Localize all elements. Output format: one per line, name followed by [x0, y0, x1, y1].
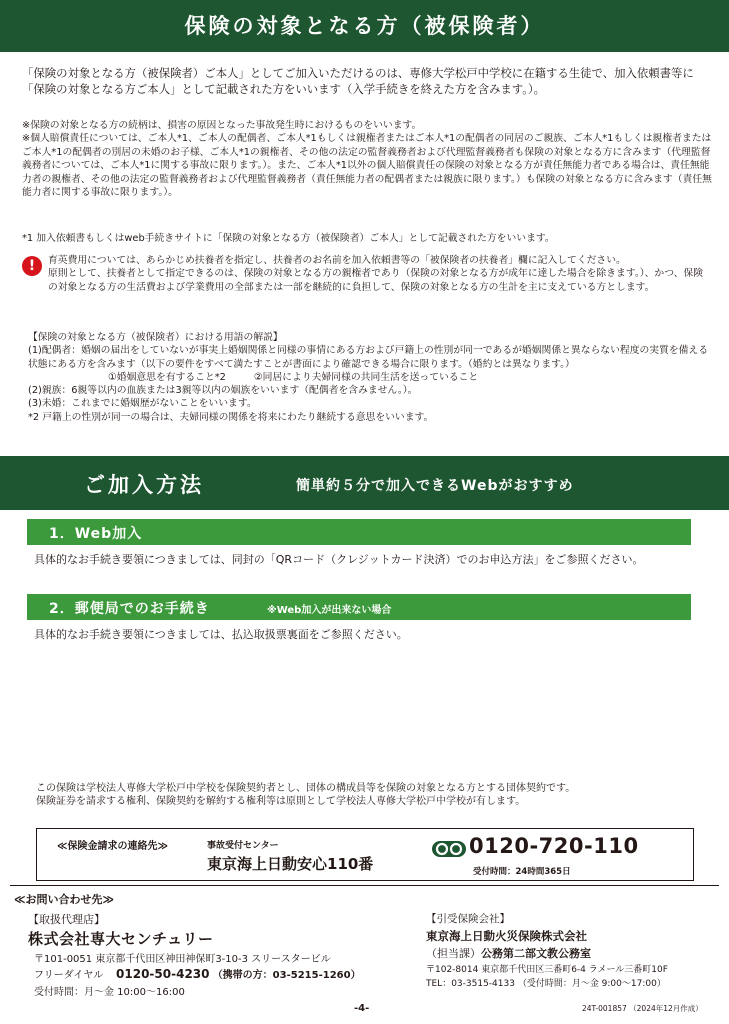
- term-spouse: (1)配偶者：婚姻の届出をしていないが事実上婚姻関係と同様の事情にある方および戸籍上の性別が同一であるが婚姻関係と異ならない程度の実質を備える状態にある方を含みます（以下の要件をすべて満たすことが書面により確認できる場合に限ります。（婚約とは異なります。）: [28, 345, 709, 370]
- page-number: -4-: [354, 1003, 370, 1014]
- insurer-dept-name: 公務第二部文教公務室: [481, 947, 591, 960]
- post-office-bar: [27, 594, 691, 620]
- divider: [10, 885, 719, 886]
- web-enroll-bar: [27, 519, 691, 545]
- claim-contact-box: [36, 828, 694, 881]
- freedial-icon: [431, 838, 467, 860]
- claim-hours: 受付時間：24時間365日: [473, 867, 571, 877]
- warning-para-2: 原則として、扶養者として指定できるのは、保険の対象となる方の親権者であり（保険の対象となる方が成年に達した場合を除きます。）、かつ、保険の対象となる方の生活費および学業費用の全部または一部を継続的に負担して、保険の対象となる方の生計を主に支えている方とします。: [48, 268, 704, 293]
- footnote-1: *1 加入依頼書もしくはweb手続きサイトに「保険の対象となる方（被保険者）ご本人」として記載された方をいいます。: [22, 233, 555, 244]
- post-office-text: 具体的なお手続き要領につきましては、払込取扱票裏面をご参照ください。: [34, 628, 408, 641]
- insurer-tel[interactable]: TEL：03-3515-4133 （受付時間：月～金 9:00～17:00）: [426, 979, 666, 989]
- contract-line-1: この保険は学校法人専修大学松戸中学校を保険契約者とし、団体の構成員等を保険の対象となる方とする団体契約です。: [36, 783, 576, 794]
- insurer-name: 東京海上日動火災保険株式会社: [426, 929, 587, 943]
- post-office-label: 2．郵便局でのお手続き: [49, 601, 210, 617]
- insurer-heading: 【引受保険会社】: [426, 913, 510, 925]
- claim-label: ≪保険金請求の連絡先≫: [57, 841, 168, 852]
- agent-hours: 受付時間：月～金 10:00～16:00: [34, 987, 185, 998]
- term-spouse-req-1: ①婚姻意思を有すること*2: [108, 371, 226, 383]
- warning-icon: !: [22, 256, 42, 276]
- agent-address: 〒101-0051 東京都千代田区神田神保町3-10-3 スリースタービル: [34, 954, 331, 965]
- agent-heading: 【取扱代理店】: [28, 913, 105, 926]
- enroll-subtitle: 簡単約５分で加入できるWebがおすすめ: [296, 478, 574, 494]
- footnote-2: *2 戸籍上の性別が同一の場合は、夫婦同様の関係を将来にわたり継続する意思をいいます。: [28, 411, 434, 423]
- contract-notice: [36, 782, 704, 809]
- insured-notes: [22, 119, 712, 199]
- insurer-dept-prefix: （担当課）: [426, 947, 481, 960]
- insurer-address: 〒102-8014 東京都千代田区三番町6-4 ラメール三番町10F: [426, 965, 668, 975]
- term-spouse-requirements: [28, 371, 712, 384]
- web-enroll-text: 具体的なお手続き要領につきましては、同封の「QRコード（クレジットカード決済）でのお申込方法」をご参照ください。: [34, 553, 644, 566]
- agent-freedial-label: フリーダイヤル: [34, 970, 104, 981]
- contract-line-2: 保険証券を請求する権利、保険契約を解約する権利等は原則として学校法人専修大学松戸中学校が有します。: [36, 796, 526, 808]
- post-office-note: ※Web加入が出来ない場合: [267, 605, 392, 616]
- inquiry-label: ≪お問い合わせ先≫: [14, 893, 115, 906]
- agent-name: 株式会社専大センチュリー: [28, 930, 214, 948]
- enroll-title: ご加入方法: [84, 473, 204, 497]
- terms-title: 【保険の対象となる方（被保険者）における用語の解説】: [28, 332, 283, 343]
- warning-text: [48, 254, 710, 294]
- claim-center: 事故受付センター: [207, 841, 279, 851]
- warning-para-1: 育英費用については、あらかじめ扶養者を指定し、扶養者のお名前を加入依頼書等の「被保険者の扶養者」欄に記入してください。: [48, 255, 626, 266]
- web-enroll-label: 1．Web加入: [49, 526, 143, 542]
- term-relatives: (2)親族：6親等以内の血族または3親等以内の姻族をいいます（配偶者を含みません。）。: [28, 385, 418, 397]
- insurer-dept: [426, 945, 591, 961]
- term-spouse-req-2: ②同居により夫婦同様の共同生活を送っていること: [253, 371, 479, 383]
- claim-phone[interactable]: 0120-720-110: [469, 834, 639, 858]
- agent-freedial: [34, 966, 361, 981]
- section-title-enroll: [0, 456, 729, 510]
- term-unmarried: (3)未婚：これまでに婚姻歴がないことをいいます。: [28, 398, 257, 410]
- agent-mobile-number[interactable]: （携帯の方：03-5215-1260）: [212, 970, 361, 981]
- note-liability: ※個人賠償責任については、ご本人*1、ご本人の配偶者、ご本人*1もしくは親権者またはご本人*1の配偶者の同居のご親族、ご本人*1もしくは親権者またはご本人*1の配偶者の別居の未婚のお子様、ご本人*1の親権者、その他の法定の監督義務者および代理監督義務者も保険の対象となる方に含みます（代理監督義務者については、ご本人*1に関する事故に限ります。）。また、ご本人*1以外の個人賠償責任の保険の対象となる方が責任無能力者である場合は、責任無能力者の親権者、その他の法定の監督義務者および代理監督義務者（責任無能力者の配偶者または親族に限ります。）も保険の対象となる方に含みます（責任無能力者に関する事故に限ります。）。: [22, 133, 712, 199]
- insured-intro-text: 「保険の対象となる方（被保険者）ご本人」としてご加入いただけるのは、専修大学松戸中学校に在籍する生徒で、加入依頼書等に「保険の対象となる方ご本人」として記載された方をいいます（入学手続きを終えた方を含みます。）。: [22, 66, 694, 96]
- document-code: 24T-001857 （2024年12月作成）: [582, 1004, 703, 1013]
- note-relationship: ※保険の対象となる方の続柄は、損害の原因となった事故発生時におけるものをいいます。: [22, 120, 422, 131]
- terms-glossary: [28, 331, 712, 424]
- section-title-insured: 保険の対象となる方（被保険者）: [0, 0, 729, 52]
- claim-center-name: 東京海上日動安心110番: [207, 855, 374, 873]
- agent-freedial-number[interactable]: 0120-50-4230: [116, 967, 210, 981]
